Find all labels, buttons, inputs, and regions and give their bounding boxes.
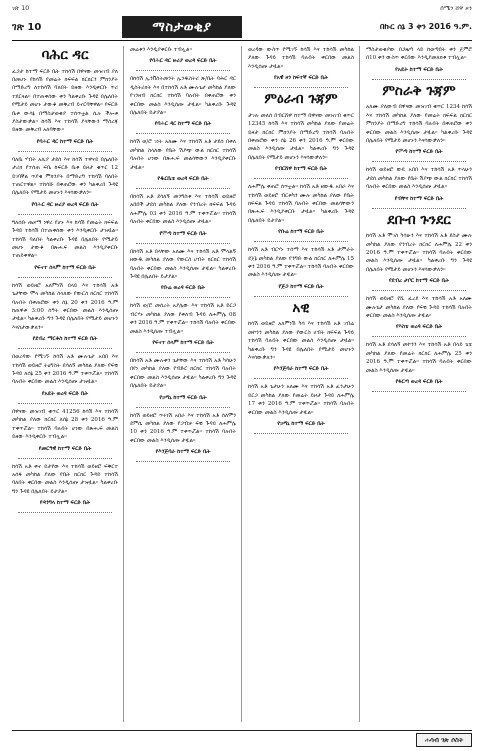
notice-article (248, 383, 354, 428)
notice-divider (372, 336, 466, 337)
court-signature: የደብረ ማርቆስ ከተማ ፍርድ ቤት (32, 336, 98, 343)
notice-divider (372, 391, 466, 392)
top-strip (12, 5, 472, 13)
court-signature: የአዴት ከተማ ፍርድ ቤት (395, 66, 443, 73)
notice-divider (372, 208, 466, 209)
notice-paragraph: ማስታወቂያው በጋዜጣ ላይ ከወጣበት ቀን ጀምሮ በ10 ቀን ውስጥ ቀርበው እንዲያመለክቱ ተብሏል። (366, 47, 472, 62)
court-signature: የእስቴ ወረዳ ፍርድ ቤት (395, 324, 443, 331)
notice-paragraph: ከሳሽ አቶ ብርሃኑ ተሰማ እና ተከሳሽ አቶ ታምራት ደጀኔ መካከል ያለው የንግድ ውል ክርክር ለሐምሌ 15 ቀን 2016 ዓ.ም ተቀጥሯል። ተከሳሽ ባሉበት ቀርበው መልስ እንዲሰጡ ታዟል። (248, 247, 354, 279)
court-signature: የዱርቤቴ ወረዳ ፍርድ ቤት (157, 176, 209, 183)
notice-article (248, 301, 354, 374)
notice-paragraph: በከሳሽ ኢንቨስትመንት ኢንዱስትሪ ጽ/ቤት ባሕር ዳር ዲስትሪክት እና በተከሳሽ አቶ ሙሉጌታ መካከል ያለው የገንዘብ ክርክር ተከሳሽ ባሉበት በቀጠሮው ቀን ቀርበው መልስ እንዲሰጡ ታዟል። ካልቀረቡ ጉዳዩ በሌለበት ይታያል። (130, 76, 236, 117)
notice-article (12, 408, 118, 453)
notice-divider (18, 151, 112, 152)
region-heading: አዊ (292, 299, 310, 316)
notice-article (130, 412, 236, 457)
notice-paragraph: በከሳሽ አቶ ደሳለኝ መንግስቱ እና ተከሳሽ ወይዘሮ አበበች ታደሰ መካከል ያለው የንብረት ክፍፍል ጉዳይ ለሐምሌ 03 ቀን 2016 ዓ.ም ተቀጥሯል። ተከሳሽ ባሉበት ቀርበው መልስ እንዲሰጡ ታዟል። (130, 194, 236, 226)
notice-article (248, 92, 354, 173)
notice-paragraph: ከሳሽ አቶ ደሳለኝ መኮንን እና ተከሳሽ አቶ በላይ ጌቴ መካከል ያለው የመሬት ክርክር ለሐምሌ 25 ቀን 2016 ዓ.ም ተቀጥሯል። ተከሳሽ ባሉበት ቀርበው መልስ እንዲሰጡ ታዟል። (366, 342, 472, 374)
notice-paragraph: ከሳሽ ወይዘሮ ውዴ አበበ እና ተከሳሽ አቶ ጥላሁን ታደሰ መካከል ያለው የቤት ሽያጭ ውል ክርክር ተከሳሽ ባሉበት ቀርበው መልስ እንዲሰጡ ታዟል። (366, 167, 472, 191)
court-signature: የቡሬ ወረዳ ፍርድ ቤት (161, 285, 205, 292)
notice-divider (254, 296, 348, 297)
issue-date: በኩር ሰኔ 3 ቀን 2016 ዓ.ም. (379, 22, 472, 31)
court-signature: የቡሬ ከተማ ፍርድ ቤት (278, 229, 324, 236)
notice-article (248, 46, 354, 82)
notice-article (366, 84, 472, 157)
section-logo: ማስታወቂያ (122, 16, 242, 38)
notice-article (12, 48, 118, 146)
region-heading: ምዕራብ ጉጃም (264, 91, 338, 108)
notice-article (366, 213, 472, 286)
notice-paragraph: በወረዳው የሚገኙ ከሳሽ አቶ ሙሉጌታ አበበ እና ተከሳሽ ወይዘሮ ትዕግስት ደሳለኝ መካከል ያለው የፍቺ ጉዳይ ለሰኔ 25 ቀን 2016 ዓ.ም ተቀጥሯል። ተከሳሽ ባሉበት ቀርበው መልስ እንዲሰጡ ታዝዟል። (12, 354, 118, 386)
notice-article (366, 46, 472, 74)
footer-badge: ሐሳብ ገጽ ሶስት (416, 733, 472, 747)
notice-paragraph: ከሳሽ ወይዘሮ አለምነሽ በላይ እና ተከሳሽ አቶ ጌታቸው ሞላ መካከል ስላለው የውርስ ክርክር ተከሳሽ ባሉበት በቀጠሮው ቀን ሰኔ 20 ቀን 2016 ዓ.ም ከጠዋቱ 3:00 ሰዓት ቀርበው መልስ እንዲሰጡ ታዟል። ካልቀረቡ ግን ጉዳዩ በሌለበት የሚታይ መሆኑን እናስታውቃለን። (12, 282, 118, 331)
notice-paragraph: ፈጋታ ከተማ ፍርድ ቤት ተከሳሽ በዋናው መዝገብ ያለ በመሆኑ የከሳሽ የመሬት ክፍፍል ክርክርን ምክንያት በማድረግ ለተከሳሽ ባለበት ይዘው እንዲቀርቡ ጥሪ ተደርጓል። በተጠቀሰው ቀን ካልቀረቡ ጉዳዩ በሌለበት የሚታይ መሆኑ ታውቆ መቅረብ ይኖርባቸዋል። የፍርድ ቤቱ ውሳኔ በማስታወቂያ ተሰጥቷል ሲሉ ችሎቱ ያስታውቃል። ከሳሽ እና ተከሳሽ ያላቸውን ማስረጃ ይዘው መቅረብ አለባቸው። (12, 68, 118, 134)
notice-divider (136, 133, 230, 134)
notice-paragraph: ከሳሽ ወ/ሮ ገነት አለሙ እና ተከሳሽ አቶ ታደሰ በቀለ መካከል ስላለው የቤት ሽያጭ ውል ክርክር ተከሳሽ ባሉበት ሆነው በጽሑፍ መልሳቸውን እንዲያቀርቡ ታዟል። (130, 139, 236, 171)
notice-article (248, 183, 354, 236)
court-signature: የጅጋ ከተማ ፍርድ ቤት (278, 283, 324, 290)
notice-divider (136, 243, 230, 244)
notice-paragraph: ወረዳው ውስጥ የሚገኙ ከሳሽ እና ተከሳሽ መካከል ያለው ጉዳይ ተከሳሽ ባሉበት ቀርበው መልስ እንዲሰጡ ታዟል። (248, 47, 354, 70)
notice-divider (136, 461, 230, 462)
court-signature: የባሕር ዳር ዙሪያ ወረዳ ፍርድ ቤት (31, 201, 99, 208)
notice-paragraph: ባለቤ ሃብት አሊያ ታደሰ እና ከሳሽ ተዋናይ በሌለበት ታሪክ የተሰጠ ፍቤ ከፍርድ ቤቱ ይዞታ ቁጥር 12 ይገባኛል ጥያቄ ምክንያት በማድረግ ተከሳሽ ባለበት ተጠርተዋል። ተከሳሹ በቀጠሮው ቀን ካልቀረበ ጉዳዩ በሌለበት የሚታይ መሆኑን እናሳውቃለን። (12, 156, 118, 197)
court-signature: የፋርጣ ወረዳ ፍርድ ቤት (395, 378, 443, 385)
court-signature: የባሕር ዳር ዙሪያ ወረዳ ፍርድ ቤት (149, 58, 217, 65)
notice-divider (18, 458, 112, 459)
notice-paragraph: ከሳሽ ወይዘሮ አለምነሽ ካሳ እና ተከሳሽ አቶ ገብሬ መኮንን መካከል ያለው የውርስ ሀብት ክፍፍል ጉዳይ ተከሳሽ ባሉበት ቀርበው መልስ እንዲሰጡ ታዟል። ካልቀረቡ ግን ጉዳዩ በሌለበት የሚታይ መሆኑን እናሳውቃለን። (248, 321, 354, 361)
notice-divider (254, 378, 348, 379)
notice-paragraph: ከሳሽ ወይዘሮ ጥሩነሽ አበራ እና ተከሳሽ አቶ ሰለሞን ደምሴ መካከል ያለው የጋብቻ ፍቺ ጉዳይ ለሐምሌ 10 ቀን 2016 ዓ.ም ተቀጥሯል። ተከሳሽ ባሉበት ቀርበው መልስ እንዲሰጡ ታዟል። (130, 412, 236, 444)
court-signature: የእንጅባራ ከተማ ፍርድ ቤት (155, 449, 211, 456)
notice-divider (136, 297, 230, 298)
page-number: ገጽ 10 (12, 21, 42, 33)
court-signature: የፍኖተ ሰላም ከተማ ፍርድ ቤት (34, 264, 96, 271)
court-signature: የደብረ ታቦር ከተማ ፍርድ ቤት (389, 278, 449, 285)
notice-paragraph: ከሳሽ ወይዘሮ የሺ ፈረደ እና ተከሳሽ አቶ አለሙ ሙሉጌታ መካከል ያለው የፍቺ ጉዳይ ተከሳሽ ባሉበት ቀርበው መልስ እንዲሰጡ ታዟል። (366, 296, 472, 319)
notice-paragraph: ከሳሽ ወ/ሮ መሰረት አያሌው እና ተከሳሽ አቶ ይርጋ ብርሃኑ መካከል ያለው የቀለብ ጉዳይ ለሐምሌ 08 ቀን 2016 ዓ.ም ተቀጥሯል። ተከሳሽ ባሉበት ቀርበው መልስ እንዲሰጡ ተብሏል። (130, 303, 236, 335)
notice-divider (136, 352, 230, 353)
notice-divider (18, 512, 112, 513)
notice-article (12, 353, 118, 398)
region-heading: ምስራቅ ጉጃም (382, 82, 456, 99)
court-signature: የብቸና ከተማ ፍርድ ቤት (394, 195, 444, 202)
court-signature: የባሕር ዳር ከተማ ፍርድ ቤት (154, 121, 212, 128)
notice-divider (372, 79, 466, 80)
top-strip-right: ሰሜን ሸዋ ዞን (440, 5, 472, 12)
notice-article (12, 282, 118, 343)
notice-divider (254, 241, 348, 242)
notice-divider (136, 188, 230, 189)
court-signature: የአዴት ወረዳ ፍርድ ቤት (41, 390, 89, 397)
notice-divider (136, 407, 230, 408)
court-signature: የባሕር ዳር ከተማ ፍርድ ቤት (36, 138, 94, 145)
notice-paragraph: ከሳሽ አቶ ቀኖ ይታየው እና ተከሳሽ ወይዘሮ ፍቅርተ አሰፋ መካከል ያለው የቤት ክርክር ጉዳይ ተከሳሽ ባለበት ቀርበው መልስ እንዲሰጡ ታዝዟል። ካልቀረቡ ግን ጉዳዩ በሌለበት ይታያል። (12, 463, 118, 495)
notice-paragraph: አለሙ ያለውብ በዋናው መዝገብ ቁጥር 1234 ከሳሽ እና ተከሳሽ መካከል ያለው የመሬት ክፍፍል ክርክር ምክንያት በማድረግ ተከሳሽ ባሉበት በቀጠሮው ቀን ቀርበው መልስ እንዲሰጡ ታዟል። ካልቀረቡ ጉዳዩ በሌለበት የሚታይ መሆኑን እናሳውቃለን። (366, 104, 472, 144)
notice-article (366, 166, 472, 202)
notice-article (130, 248, 236, 293)
region-heading: ባሕር ዳር (41, 47, 89, 63)
notice-article (130, 357, 236, 402)
court-signature: የቻግኒ ከተማ ፍርድ ቤት (277, 421, 325, 427)
notice-paragraph: በከሳሽ አቶ ሙሉቀን ጌታቸው እና ተከሳሽ አቶ ካሳሁን በየነ መካከል ያለው የብድር ክርክር ተከሳሽ ባሉበት ቀርበው መልስ እንዲሰጡ ታዟል። ካልቀረቡ ግን ጉዳዩ በሌለበት ይታያል። (130, 357, 236, 390)
top-strip-left: ገጽ 10 (12, 5, 30, 12)
notice-paragraph: ግለሰቡ ጤናማ ነዋሪ የሆኑ እና ከሳሽ የመሬት ክፍፍል ጉዳይ ተከሳሽ በተጠቀሰው ቀን እንዲቀርቡ ታዝዟል። ተከሳሽ ባለበት ካልቀረቡ ጉዳዩ በሌለበት የሚታይ መሆኑ ታውቆ በጽሑፍ መልስ እንዲያቀርቡ ተጠይቀዋል። (12, 219, 118, 260)
column-4 (366, 46, 472, 722)
court-signature: የመርዓዊ ከተማ ፍርድ ቤት (38, 445, 92, 452)
notice-article (366, 341, 472, 386)
notice-divider (136, 70, 230, 71)
court-signature: የዳንግላ ከተማ ፍርድ ቤት (39, 500, 91, 507)
column-2 (130, 46, 242, 722)
court-signature: የፍኖተ ሰላም ከተማ ፍርድ ቤት (152, 339, 214, 346)
notice-article (130, 193, 236, 238)
notice-divider (372, 290, 466, 291)
masthead (12, 15, 472, 41)
notice-paragraph: በከሳሽ አቶ በላቸው አለሙ እና ተከሳሽ አቶ ሞላልኝ ዘውዱ መካከል ያለው የውርስ ሀብት ክርክር ተከሳሽ ባሉበት ቀርበው መልስ እንዲሰጡ ታዟል። ካልቀረቡ ጉዳዩ በሌለበት ይታያል። (130, 248, 236, 280)
court-signature: የብርሸዋ ከተማ ፍርድ ቤት (274, 166, 328, 173)
notice-divider (18, 214, 112, 215)
notice-divider (18, 277, 112, 278)
notice-divider (18, 403, 112, 404)
notice-article (130, 75, 236, 128)
notice-divider (372, 161, 466, 162)
notice-article (12, 156, 118, 209)
court-signature: የቻግኒ ከተማ ፍርድ ቤት (159, 394, 207, 401)
columns-container (12, 46, 472, 722)
notice-article (130, 46, 236, 65)
column-1 (12, 46, 124, 722)
notice-article (130, 138, 236, 183)
notice-article (12, 463, 118, 508)
region-heading: ደቡብ ጉንደር (387, 211, 451, 228)
court-signature: የእንጅባራ ከተማ ፍርድ ቤት (273, 366, 329, 373)
notice-paragraph: ታገሉ መለሰ በብርሸዋ ከተማ በዋናው መዝገብ ቁጥር 12345 ከሳሽ እና ተከሳሽ መካከል ያለው የመሬት ይዞታ ክርክር ምክንያት በማድረግ ተከሳሽ ባሉበት በቀጠሮው ቀን ሰኔ 26 ቀን 2016 ዓ.ም ቀርበው መልስ እንዲሰጡ ታዟል። ካልቀረቡ ግን ጉዳዩ በሌለበት የሚታይ መሆኑን እናሳውቃለን። (248, 112, 354, 161)
notice-article (130, 302, 236, 347)
notice-article (248, 246, 354, 291)
notice-divider (254, 433, 348, 434)
notice-paragraph: ከሳሽ አቶ ጌታሁን አለሙ እና ተከሳሽ አቶ ፈንታሁን ይርጋ መካከል ያለው የመሬት ይዞታ ጉዳይ ለሐምሌ 17 ቀን 2016 ዓ.ም ተቀጥሯል። ተከሳሽ ባሉበት ቀርበው መልስ እንዲሰጡ ታዟል። (248, 384, 354, 416)
notice-article (12, 219, 118, 272)
court-signature: የአዊ ዞን ከፍተኛ ፍርድ ቤት (273, 75, 328, 82)
footer-rule (12, 730, 472, 731)
notice-divider (254, 178, 348, 179)
notice-article (366, 295, 472, 331)
notice-paragraph: በዋናው መዝገብ ቁጥር 41256 ከሳሽ እና ተከሳሽ መካከል ያለው ክርክር ለሰኔ 28 ቀን 2016 ዓ.ም ተቀጥሯል። ተከሳሽ ባሉበት ሆነው በጽሑፍ መልስ ይዘው እንዲቀርቡ ተብሏል። (12, 408, 118, 441)
court-signature: የሞጣ ከተማ ፍርድ ቤት (159, 230, 207, 237)
notice-paragraph: መሬቱን እንዲያቀርቡ ተብሏል። (130, 47, 193, 53)
court-signature: የሞጣ ከተማ ፍርድ ቤት (395, 149, 443, 156)
column-3 (248, 46, 360, 722)
notice-divider (254, 87, 348, 88)
notice-divider (18, 348, 112, 349)
notice-paragraph: ከሳሽ አቶ ሞገስ ካሳሁን እና ተከሳሽ አቶ ደስታ ሙሉ መካከል ያለው የንብረት ክርክር ለሐምሌ 22 ቀን 2016 ዓ.ም ተቀጥሯል። ተከሳሽ ባሉበት ቀርበው መልስ እንዲሰጡ ታዟል። ካልቀረቡ ግን ጉዳዩ በሌለበት የሚታይ መሆኑን እናሳውቃለን። (366, 233, 472, 273)
notice-paragraph: ለሐምሌ ቀጠሮ ሰጥቷል። ከሳሽ አቶ ዘውዱ አበራ እና ተከሳሽ ወይዘሮ ብርቱካን ሙሉ መካከል ያለው የቤት ክፍፍል ጉዳይ ተከሳሽ ባሉበት ቀርበው መልሳቸውን በጽሑፍ እንዲያቀርቡ ታዟል። ካልቀረቡ ጉዳዩ በሌለበት ይታያል። (248, 184, 354, 224)
